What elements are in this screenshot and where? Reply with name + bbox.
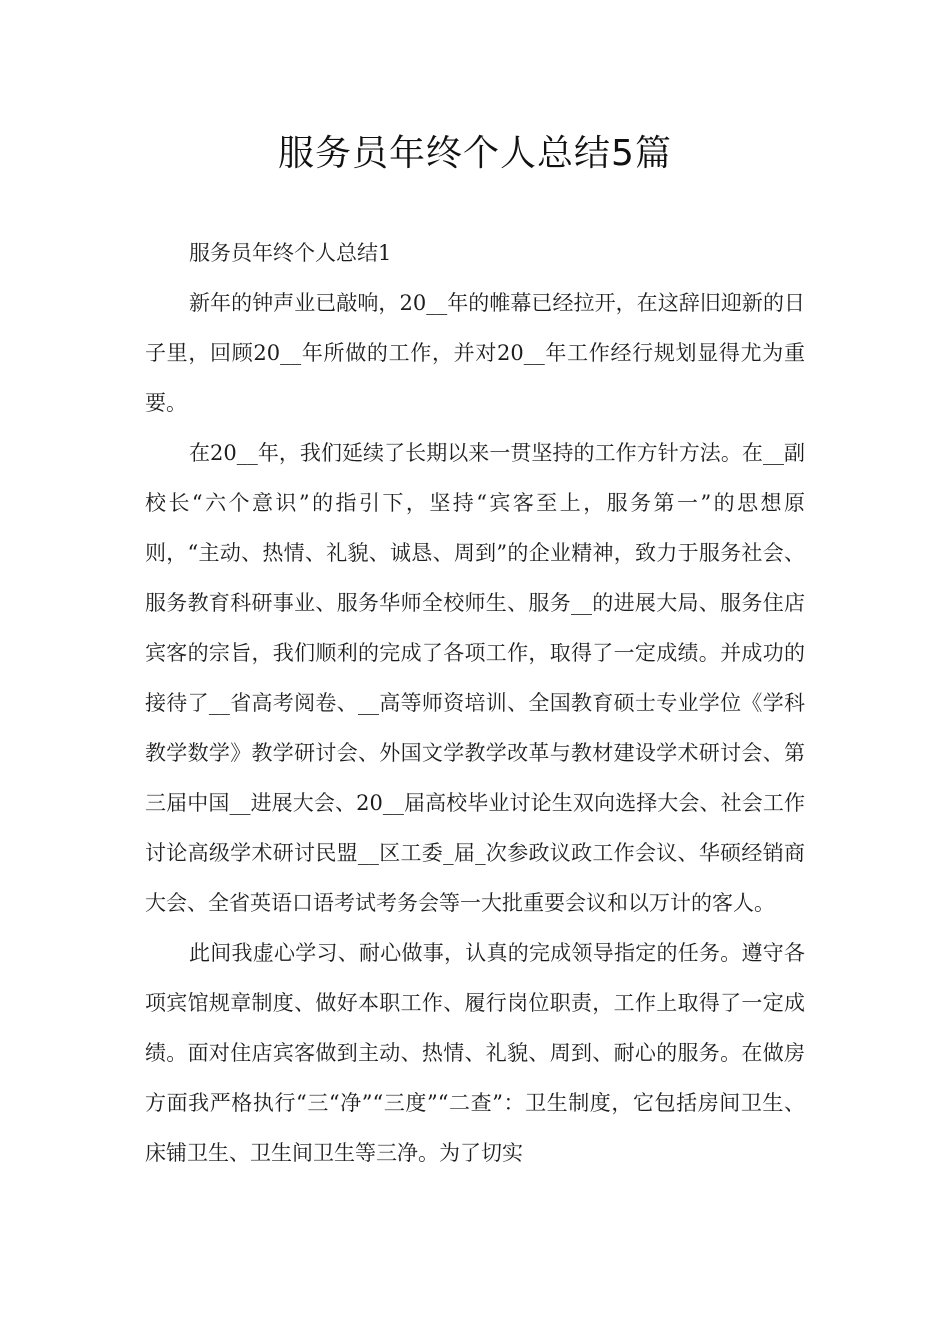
paragraph-2: 在20__年，我们延续了长期以来一贯坚持的工作方针方法。在__副校长“六个意识”的指引下，坚持“宾客至上，服务第一”的思想原则，“主动、热情、礼貌、诚恳、周到”的企业精神，致力于服务社会、服务教育科研事业、服务华师全校师生、服务__的进展大局、服务住店宾客的宗旨，我们顺利的完成了各项工作，取得了一定成绩。并成功的接待了__省高考阅卷、__高等师资培训、全国教育硕士专业学位《学科教学数学》教学研讨会、外国文学教学改革与教材建设学术研讨会、第三届中国__进展大会、20__届高校毕业讨论生双向选择大会、社会工作讨论高级学术研讨民盟__区工委_届_次参政议政工作会议、华硕经销商大会、全省英语口语考试考务会等一大批重要会议和以万计的客人。 [145,441,805,915]
paragraph-3: 此间我虚心学习、耐心做事，认真的完成领导指定的任务。遵守各项宾馆规章制度、做好本职工作、履行岗位职责，工作上取得了一定成绩。面对住店宾客做到主动、热情、礼貌、周到、耐心的服务。在做房方面我严格执行“三“净”“三度”“二查”：卫生制度，它包括房间卫生、床铺卫生、卫生间卫生等三净。为了切实 [145,941,805,1165]
document-title: 服务员年终个人总结5篇 [278,133,672,174]
section-heading: 服务员年终个人总结1 [189,241,392,265]
paragraph-1: 新年的钟声业已敲响，20__年的帷幕已经拉开，在这辞旧迎新的日子里，回顾20__年所做的工作，并对20__年工作经行规划显得尤为重要。 [145,291,805,415]
document-body [145,228,805,1178]
